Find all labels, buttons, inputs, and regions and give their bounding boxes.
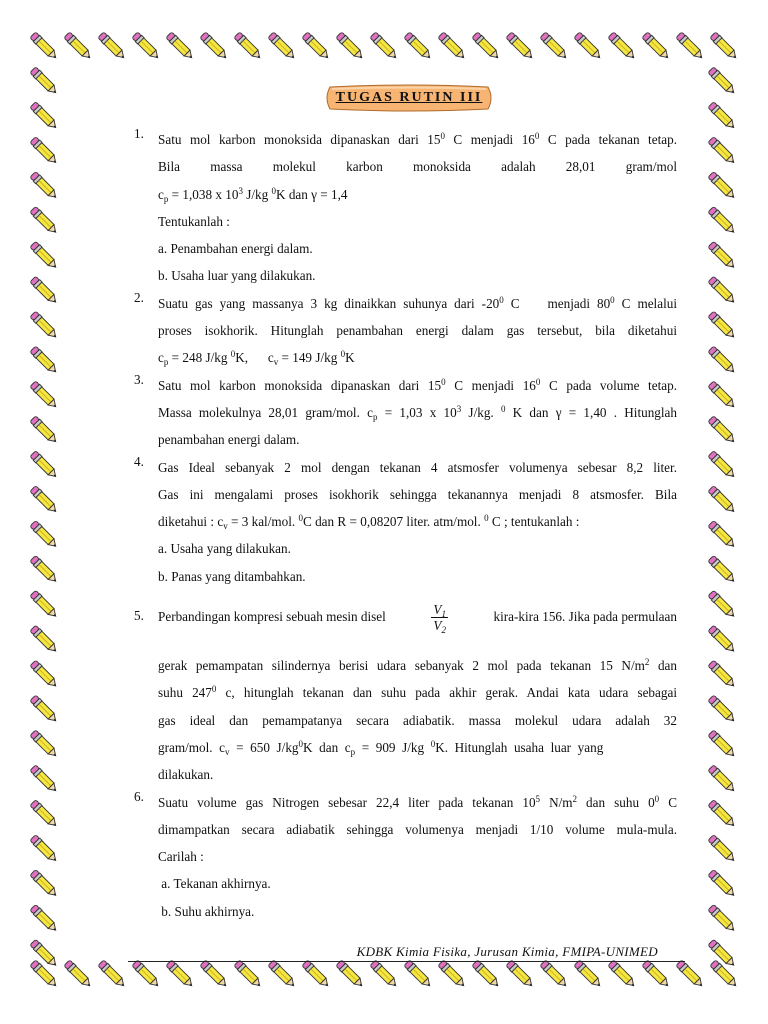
pencil-icon [708, 346, 738, 376]
pencil-icon [132, 960, 162, 990]
question-6-line-1: Suatu volume gas Nitrogen sebesar 22,4 liter pada tekanan $10^5$ $N/m^2$ dan suhu $0^0$ C [158, 793, 677, 810]
footer-rule [128, 961, 685, 962]
pencil-icon [708, 381, 738, 411]
pencil-icon [708, 555, 738, 585]
pencil-icon [608, 32, 638, 62]
pencil-icon [268, 960, 298, 990]
question-5-line-4: gas ideal dan pemampatanya secara adiabatik. massa molekul udara adalah 32 [158, 712, 677, 728]
pencil-icon [506, 960, 536, 990]
question-4-option-a: a. Usaha yang dilakukan. [158, 541, 291, 557]
question-5 [134, 590, 677, 788]
question-list [134, 126, 677, 925]
question-number: 6. [134, 788, 144, 804]
pencil-icon [708, 171, 738, 201]
pencil-icon [268, 32, 298, 62]
question-number: 5. [134, 608, 144, 624]
question-1-option-a: a. Penambahan energi dalam. [158, 241, 313, 257]
pencil-icon [574, 960, 604, 990]
question-number: 3. [134, 371, 144, 387]
pencil-icon [200, 960, 230, 990]
question-6-line-3: Carilah : [158, 849, 204, 865]
question-5-line-2: gerak pemampatan silindernya berisi udara sebanyak 2 mol pada tekanan 15 $N/m^2$ dan [158, 657, 677, 674]
pencil-icon [404, 32, 434, 62]
question-4 [134, 454, 677, 590]
question-1-line-4: Tentukanlah : [158, 213, 230, 229]
question-4-option-b: b. Panas yang ditambahkan. [158, 568, 306, 584]
pencil-icon [708, 450, 738, 480]
pencil-icon [574, 32, 604, 62]
pencil-icon [30, 555, 60, 585]
pencil-icon [234, 32, 264, 62]
pencil-icon [708, 660, 738, 690]
pencil-icon [30, 101, 60, 131]
pencil-icon [98, 960, 128, 990]
pencil-icon [336, 32, 366, 62]
pencil-icon [30, 695, 60, 725]
compression-ratio-fraction: $\frac{V_1}{V_2}$ [433, 601, 446, 635]
pencil-icon [166, 960, 196, 990]
question-5-line-3: suhu $247^0$ c, hitunglah tekanan dan suhu pada akhir gerak. Andai kata udara sebagai [158, 684, 677, 701]
pencil-icon [708, 695, 738, 725]
question-4-line-1: Gas Ideal sebanyak 2 mol dengan tekanan 4 atsmosfer volumenya sebesar 8,2 liter. [158, 459, 677, 475]
pencil-icon [708, 67, 738, 97]
question-1-option-b: b. Usaha luar yang dilakukan. [158, 268, 316, 284]
pencil-icon [404, 960, 434, 990]
pencil-icon [438, 960, 468, 990]
pencil-icon [708, 416, 738, 446]
pencil-icon [30, 904, 60, 934]
pencil-icon [710, 960, 740, 990]
pencil-icon [30, 520, 60, 550]
pencil-icon [302, 960, 332, 990]
pencil-icon [64, 32, 94, 62]
pencil-icon [708, 520, 738, 550]
pencil-icon [30, 485, 60, 515]
pencil-icon [708, 311, 738, 341]
footer-text: KDBK Kimia Fisika, Jurusan Kimia, FMIPA-UNIMED [356, 944, 658, 959]
pencil-icon [708, 730, 738, 760]
question-6 [134, 789, 677, 925]
page-title: TUGAS RUTIN III [335, 90, 483, 105]
pencil-icon [708, 765, 738, 795]
pencil-icon [708, 799, 738, 829]
question-number: 2. [134, 289, 144, 305]
pencil-icon [30, 625, 60, 655]
pencil-icon [540, 960, 570, 990]
pencil-icon [642, 960, 672, 990]
pencil-icon [30, 730, 60, 760]
question-1-line-3: $c_p = 1,038$ x $10^3$ J/kg $^0$K dan γ = 1,4 [158, 185, 348, 204]
pencil-icon [370, 32, 400, 62]
pencil-icon [472, 960, 502, 990]
question-1 [134, 126, 677, 290]
question-5-line-1: Perbandingan kompresi sebuah mesin disel $\frac{V_1}{V_2}$ kira-kira 156. Jika pada permulaan [158, 601, 677, 635]
question-2-line-1: Suatu gas yang massanya 3 kg dinaikkan suhunya dari $-20^0$ C menjadi $80^0$ C melalui [158, 294, 677, 311]
pencil-icon [708, 590, 738, 620]
pencil-icon [676, 960, 706, 990]
question-3 [134, 372, 677, 454]
pencil-icon [30, 67, 60, 97]
pencil-icon [30, 450, 60, 480]
pencil-icon [30, 241, 60, 271]
pencil-icon [370, 960, 400, 990]
pencil-icon [708, 206, 738, 236]
question-2-line-2: proses isokhorik. Hitunglah penambahan energi dalam gas tersebut, bila diketahui [158, 323, 677, 339]
pencil-icon [708, 904, 738, 934]
question-5-line-6: dilakukan. [158, 767, 214, 783]
question-number: 4. [134, 453, 144, 469]
pencil-icon [642, 32, 672, 62]
pencil-icon [30, 869, 60, 899]
pencil-icon [708, 834, 738, 864]
question-3-line-2: Massa molekulnya 28,01 gram/mol. $c_p = 1,03$ x $10^3$ J/kg. $^0$ K dan γ = 1,40 . Hitunglah [158, 403, 678, 422]
pencil-icon [30, 590, 60, 620]
pencil-icon [30, 276, 60, 306]
pencil-icon [710, 32, 740, 62]
pencil-icon [200, 32, 230, 62]
question-2 [134, 290, 677, 372]
pencil-icon [540, 32, 570, 62]
pencil-icon [30, 416, 60, 446]
pencil-icon [30, 660, 60, 690]
pencil-icon [98, 32, 128, 62]
pencil-icon [30, 765, 60, 795]
pencil-icon [166, 32, 196, 62]
question-1-line-1: Satu mol karbon monoksida dipanaskan dari $15^0$ C menjadi $16^0$ C pada tekanan tetap. [158, 131, 677, 147]
pencil-icon [608, 960, 638, 990]
pencil-icon [708, 625, 738, 655]
question-3-line-3: penambahan energi dalam. [158, 432, 300, 448]
question-5-line-5: gram/mol. $c_v = 650$ $J/kg^0K$ dan $c_p = 909$ J/kg $^0$K. Hitunglah usaha luar yang [158, 738, 604, 757]
pencil-icon [472, 32, 502, 62]
question-6-line-2: dimampatkan secara adiabatik sehingga volumenya menjadi 1/10 volume mula-mula. [158, 821, 677, 837]
pencil-icon [30, 206, 60, 236]
pencil-icon [132, 32, 162, 62]
pencil-icon [506, 32, 536, 62]
pencil-icon [30, 136, 60, 166]
pencil-icon [30, 799, 60, 829]
pencil-icon [30, 346, 60, 376]
pencil-icon [64, 960, 94, 990]
pencil-icon [708, 485, 738, 515]
question-6-option-b: b. Suhu akhirnya. [158, 903, 255, 919]
pencil-icon [30, 32, 60, 62]
question-4-line-2: Gas ini mengalami proses isokhorik sehingga tekanannya menjadi 8 atsmosfer. Bila [158, 486, 677, 502]
pencil-icon [708, 101, 738, 131]
pencil-icon [30, 834, 60, 864]
pencil-icon [708, 869, 738, 899]
question-1-line-2: Bila massa molekul karbon monoksida adalah 28,01 gram/mol [158, 159, 677, 175]
pencil-icon [708, 136, 738, 166]
pencil-icon [708, 276, 738, 306]
pencil-icon [234, 960, 264, 990]
pencil-icon [708, 241, 738, 271]
question-3-line-1: Satu mol karbon monoksida dipanaskan dari $15^0$ C menjadi $16^0$ C pada volume tetap. [158, 376, 677, 393]
pencil-icon [30, 381, 60, 411]
question-6-option-a: a. Tekanan akhirnya. [158, 876, 271, 892]
pencil-icon [30, 311, 60, 341]
pencil-icon [676, 32, 706, 62]
question-number: 1. [134, 126, 144, 141]
question-2-line-3: $c_p = 248$ J/kg $^0$K, $c_v = 149$ J/kg $^0$K [158, 349, 355, 368]
question-4-line-3: diketahui : $c_v = 3$ kal/mol. $^0$C dan R = 0,08207 liter. atm/mol. $^0$ C ; tentukanlah : [158, 513, 580, 532]
pencil-icon [336, 960, 366, 990]
pencil-icon [438, 32, 468, 62]
pencil-icon [302, 32, 332, 62]
pencil-icon [30, 171, 60, 201]
